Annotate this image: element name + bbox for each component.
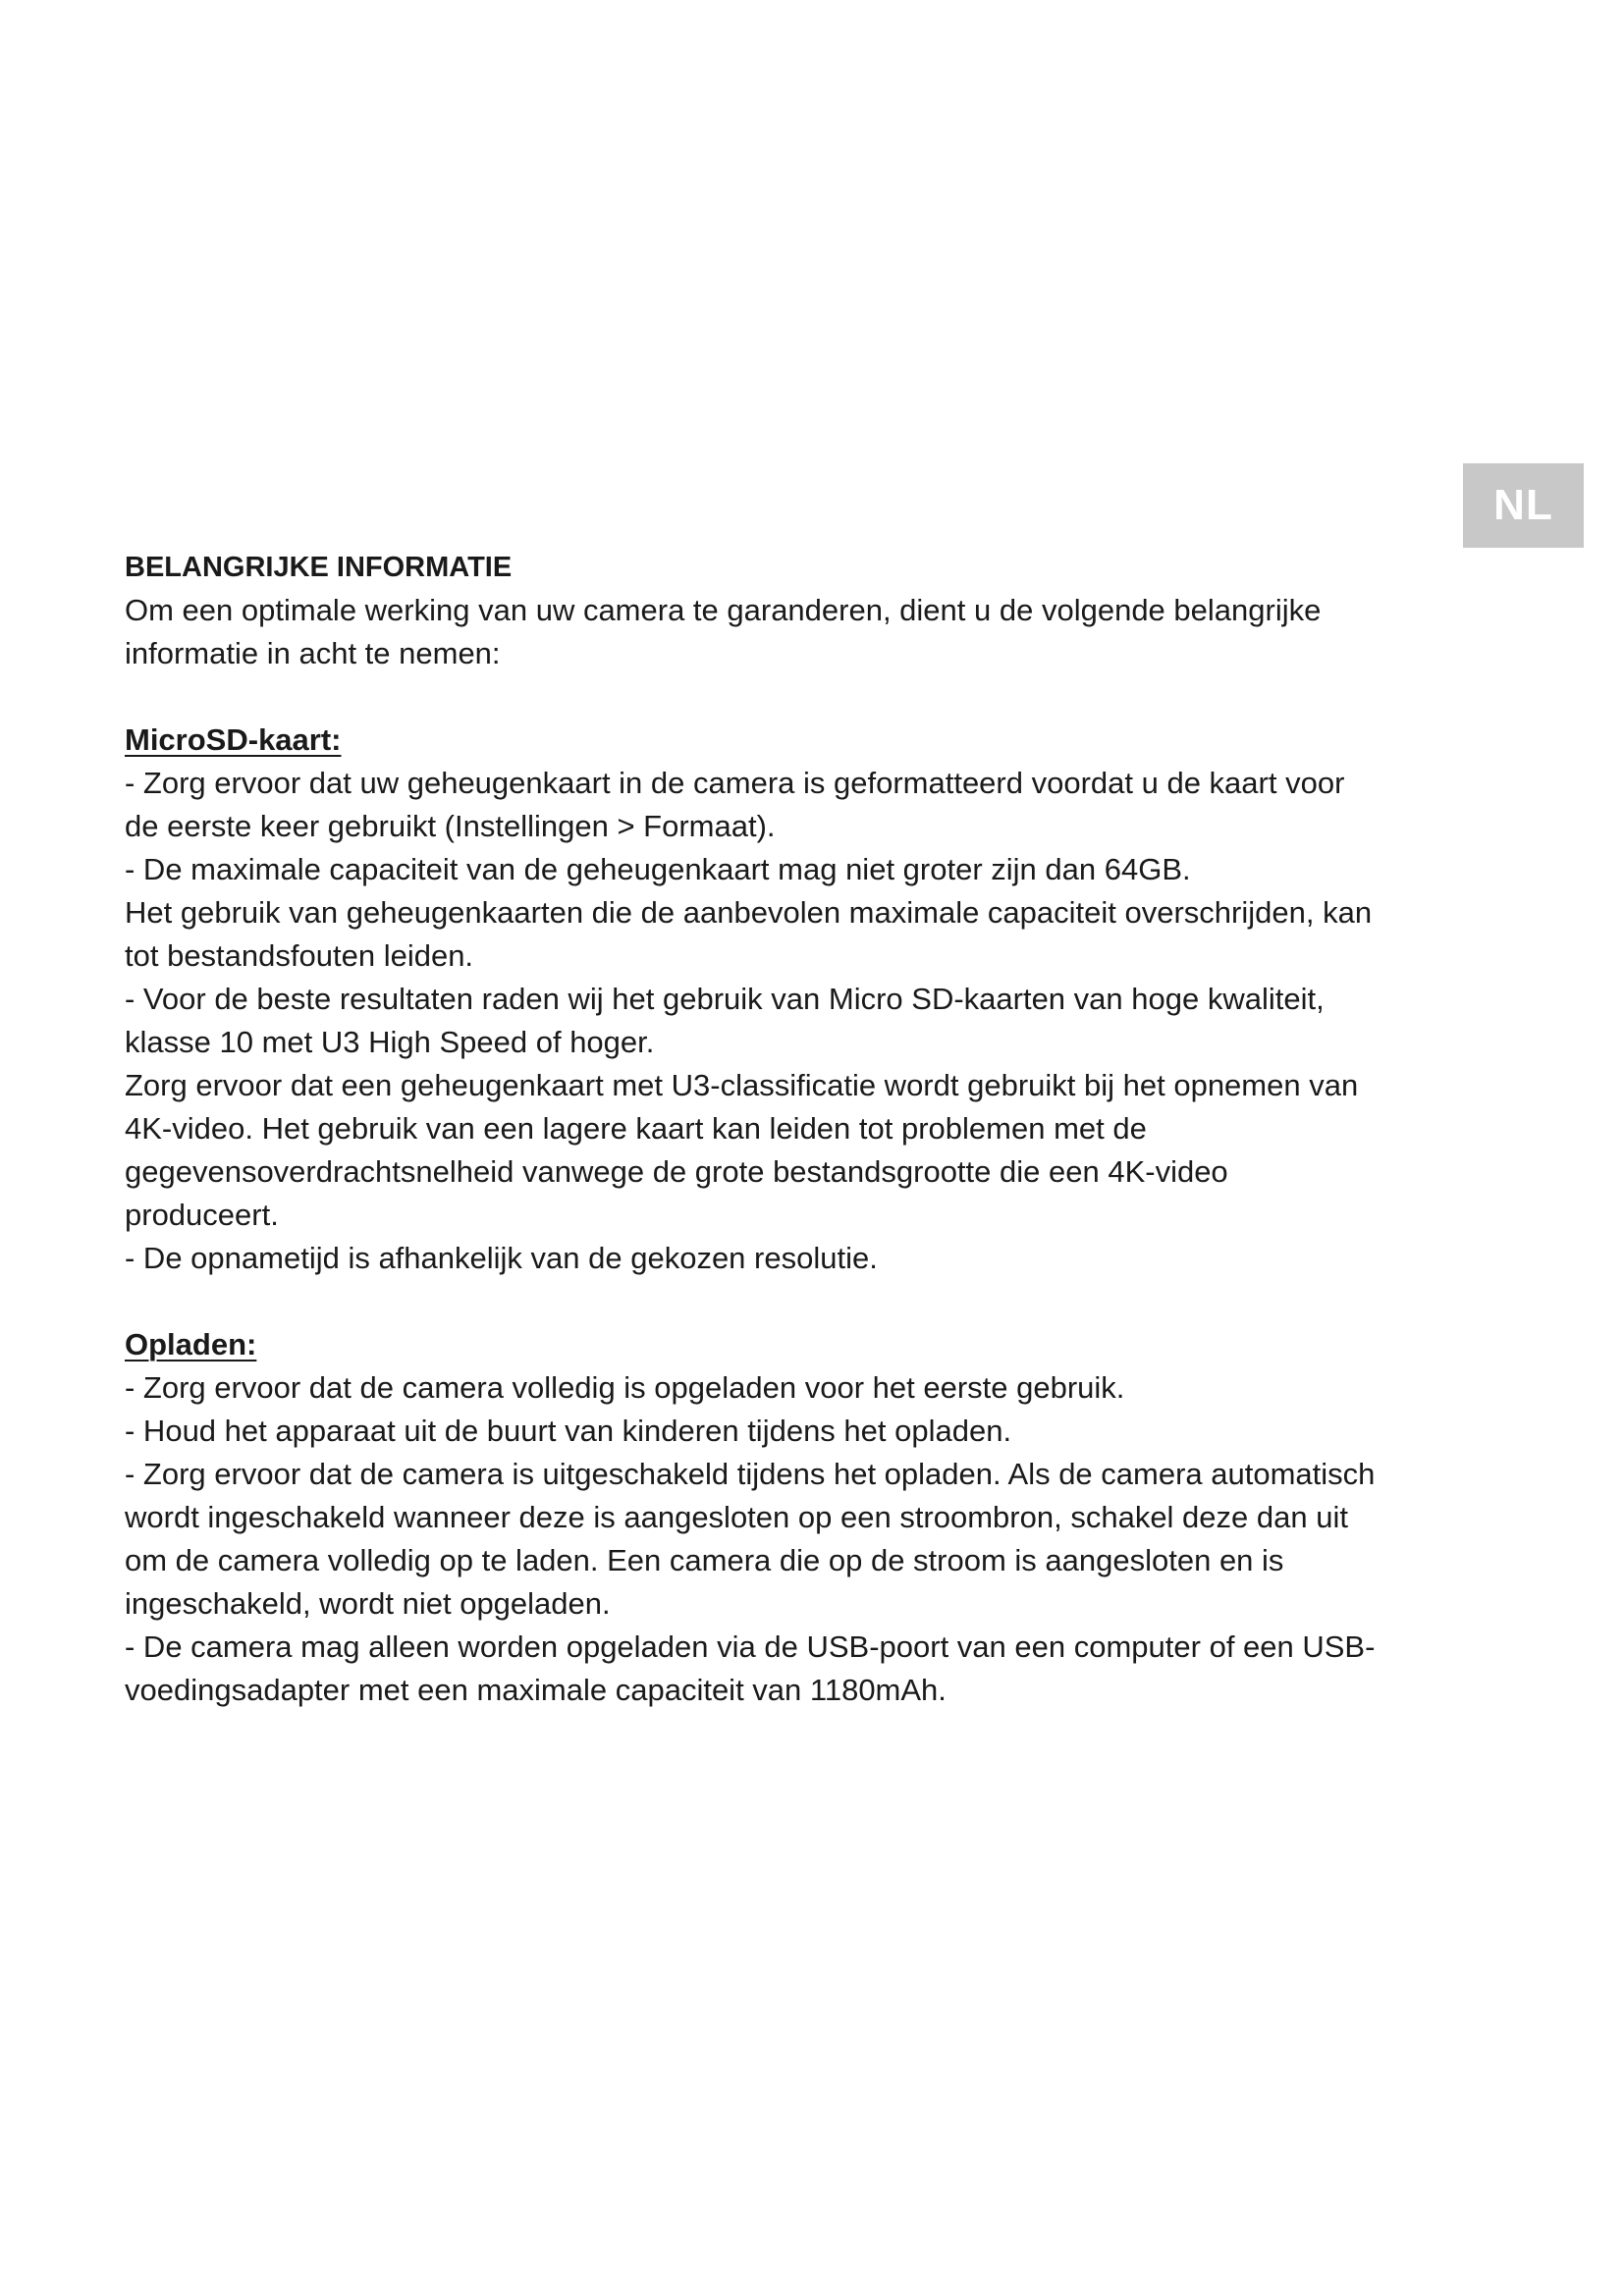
- section-spacer: [125, 1280, 1499, 1323]
- charging-line: - Houd het apparaat uit de buurt van kinderen tijdens het opladen.: [125, 1414, 1012, 1448]
- microsd-line: produceert.: [125, 1198, 279, 1232]
- microsd-line: - De opnametijd is afhankelijk van de gekozen resolutie.: [125, 1241, 878, 1275]
- microsd-line: 4K-video. Het gebruik van een lagere kaart kan leiden tot problemen met de: [125, 1111, 1147, 1146]
- charging-line: - De camera mag alleen worden opgeladen via de USB-poort van een computer of een USB-: [125, 1629, 1376, 1664]
- microsd-line: - Zorg ervoor dat uw geheugenkaart in de camera is geformatteerd voordat u de kaart voor: [125, 766, 1345, 800]
- microsd-line: gegevensoverdrachtsnelheid vanwege de grote bestandsgrootte die een 4K-video: [125, 1154, 1228, 1189]
- charging-line: voedingsadapter met een maximale capaciteit van 1180mAh.: [125, 1673, 947, 1707]
- charging-heading: Opladen:: [125, 1327, 257, 1362]
- microsd-line: Zorg ervoor dat een geheugenkaart met U3-classificatie wordt gebruikt bij het opnemen van: [125, 1068, 1359, 1102]
- microsd-line: - Voor de beste resultaten raden wij het gebruik van Micro SD-kaarten van hoge kwaliteit,: [125, 982, 1325, 1016]
- microsd-line: - De maximale capaciteit van de geheugenkaart mag niet groter zijn dan 64GB.: [125, 852, 1191, 886]
- charging-line: - Zorg ervoor dat de camera is uitgeschakeld tijdens het opladen. Als de camera automatisch: [125, 1457, 1376, 1491]
- charging-line: om de camera volledig op te laden. Een camera die op de stroom is aangesloten en is: [125, 1543, 1284, 1577]
- microsd-line: tot bestandsfouten leiden.: [125, 938, 474, 973]
- section-spacer: [125, 675, 1499, 719]
- charging-line: wordt ingeschakeld wanneer deze is aangesloten op een stroombron, schakel deze dan uit: [125, 1500, 1348, 1534]
- intro-line: Om een optimale werking van uw camera te garanderen, dient u de volgende belangrijke: [125, 593, 1322, 627]
- microsd-heading: MicroSD-kaart:: [125, 722, 342, 757]
- document-body: [125, 546, 1499, 1712]
- charging-line: - Zorg ervoor dat de camera volledig is opgeladen voor het eerste gebruik.: [125, 1370, 1125, 1405]
- microsd-line: de eerste keer gebruikt (Instellingen > Formaat).: [125, 809, 776, 843]
- language-tab: NL: [1463, 463, 1584, 548]
- intro-line: informatie in acht te nemen:: [125, 636, 501, 670]
- microsd-line: klasse 10 met U3 High Speed of hoger.: [125, 1025, 655, 1059]
- charging-line: ingeschakeld, wordt niet opgeladen.: [125, 1586, 611, 1621]
- document-title: BELANGRIJKE INFORMATIE: [125, 552, 513, 583]
- microsd-line: Het gebruik van geheugenkaarten die de aanbevolen maximale capaciteit overschrijden, kan: [125, 895, 1373, 930]
